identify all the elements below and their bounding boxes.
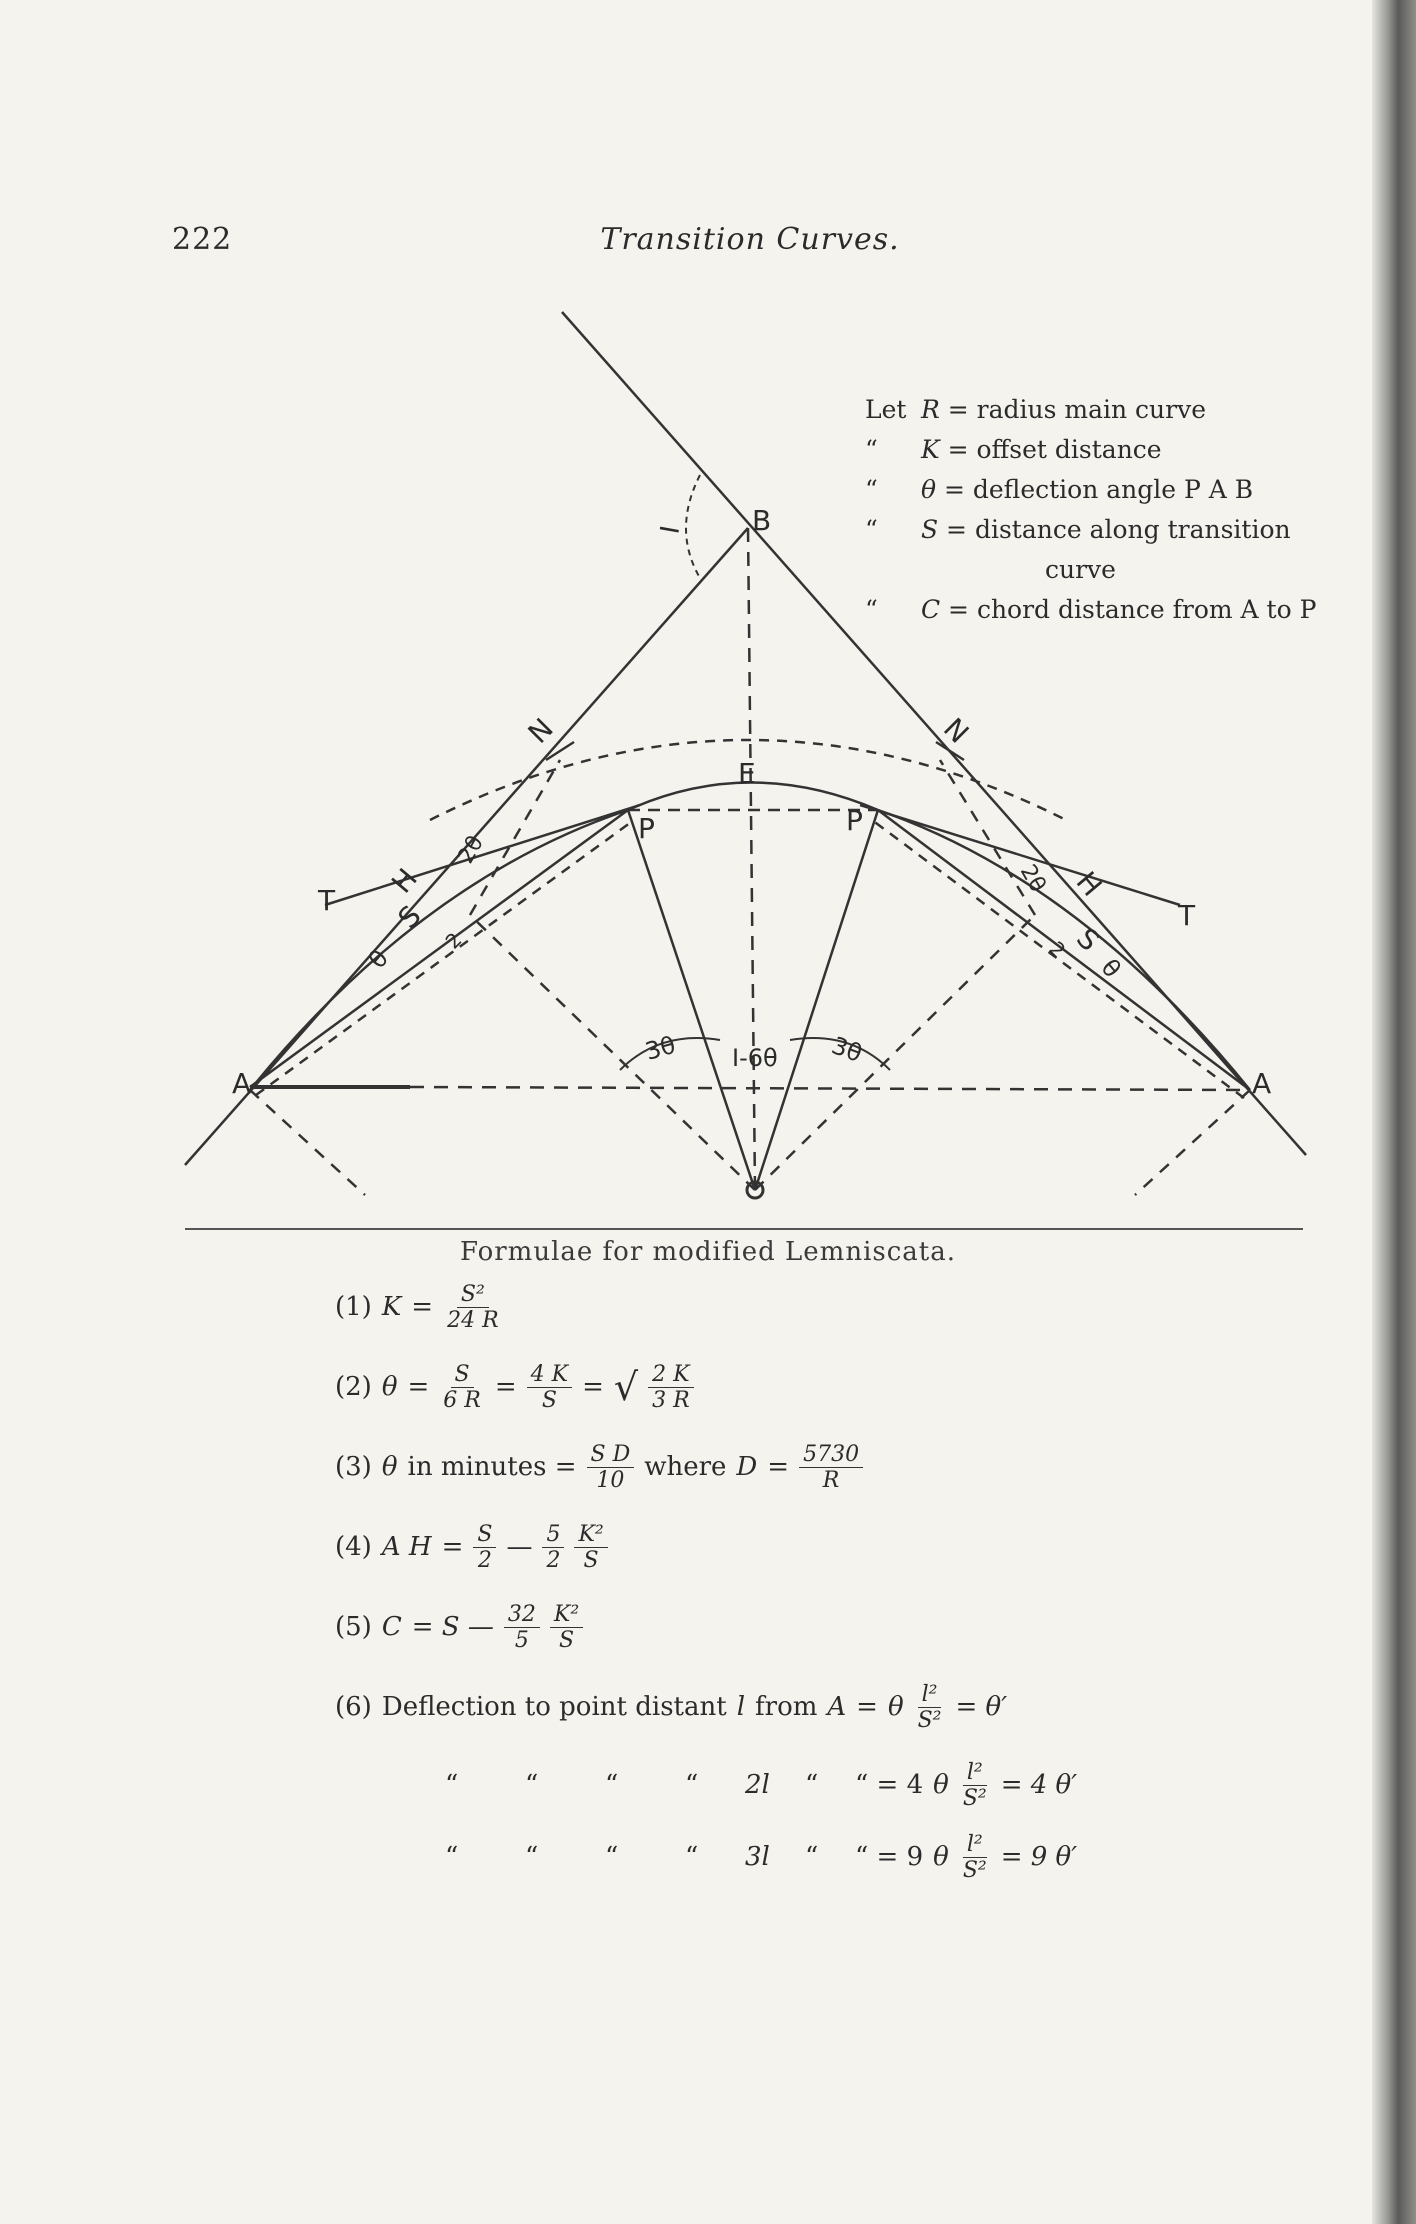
chord-a-p-left [250, 810, 628, 1087]
horizontal-rule [185, 1228, 1303, 1230]
fraction [504, 1602, 540, 1654]
formula-lhs: θ [381, 1372, 398, 1403]
label-e: E [738, 757, 756, 790]
legend [865, 390, 1316, 630]
radius-o-right-dashed [755, 915, 1035, 1190]
fraction [550, 1602, 583, 1654]
label-t-left: T [318, 884, 336, 917]
denominator: 24 R [447, 1308, 499, 1334]
formula-variable: θ [933, 1842, 949, 1873]
formula-8 [445, 1832, 1077, 1884]
equals-sign: = [407, 1372, 430, 1403]
denominator: 3 R [652, 1388, 690, 1414]
ditto-mark: “ [605, 1842, 619, 1873]
angle-i-arc [686, 475, 700, 578]
formula-2 [335, 1362, 694, 1414]
denominator: S² [962, 1858, 987, 1884]
legend-symbol: C [920, 595, 941, 624]
legend-row [865, 390, 1316, 430]
legend-prefix: “ [865, 595, 878, 624]
label-p-left: P [638, 812, 655, 845]
formula-result: = 9 θ′ [1000, 1842, 1078, 1873]
numerator: 5 [542, 1522, 564, 1548]
fraction [648, 1362, 694, 1414]
fraction [587, 1442, 635, 1494]
legend-row [865, 430, 1316, 470]
perp-a-right [1135, 1090, 1250, 1195]
denominator: 5 [514, 1628, 529, 1654]
formula-variable: D [736, 1452, 758, 1483]
equals-sign: = [582, 1372, 604, 1403]
equals-sign: = [494, 1372, 517, 1403]
numerator: S² [457, 1282, 489, 1308]
label-3theta-right: 3θ [827, 1031, 866, 1068]
legend-row-continuation [865, 550, 1316, 590]
formula-text: where [644, 1452, 727, 1483]
formula-5 [335, 1602, 583, 1654]
ditto-mark: “ [525, 1842, 539, 1873]
formula-4 [335, 1522, 608, 1574]
label-a-left: A [232, 1067, 252, 1100]
fraction [574, 1522, 607, 1574]
legend-prefix: “ [865, 515, 878, 544]
label-o: O [745, 1208, 746, 1209]
legend-symbol: θ [920, 475, 937, 504]
legend-text: = chord distance from A to P [948, 595, 1317, 624]
formula-text: from [755, 1692, 818, 1723]
radius-o-left-dashed [470, 915, 755, 1190]
legend-text: = deflection angle P A B [943, 475, 1254, 504]
equals-sign: = [441, 1532, 464, 1563]
legend-prefix: Let [865, 395, 907, 424]
numerator: S [451, 1362, 474, 1388]
label-t-right: T [1178, 899, 1196, 932]
label-i-minus-6theta: I-6θ [732, 1044, 778, 1072]
fraction [914, 1682, 946, 1734]
legend-prefix: “ [865, 435, 878, 464]
formula-variable: 2l [745, 1770, 770, 1801]
formula-1 [335, 1282, 503, 1334]
label-h-left: H [385, 862, 424, 900]
equals-sign: = [411, 1292, 434, 1323]
formula-label: (3) [335, 1452, 372, 1483]
numerator: 32 [504, 1602, 540, 1628]
legend-text: = radius main curve [947, 395, 1206, 424]
denominator: 6 R [443, 1388, 481, 1414]
fraction [527, 1362, 572, 1414]
formula-variable: l [736, 1692, 746, 1723]
ditto-mark: “ [685, 1842, 699, 1873]
ditto-mark: “ [605, 1770, 619, 1801]
formula-text: “ = 9 [855, 1842, 924, 1873]
formula-variable: θ [887, 1692, 904, 1723]
denominator: S² [917, 1708, 942, 1734]
line-a-a-dashed [410, 1087, 1250, 1090]
label-h-right: H [1069, 865, 1109, 903]
fraction [959, 1760, 991, 1812]
sqrt-symbol: √ [613, 1365, 639, 1409]
formula-text: in minutes = [407, 1452, 577, 1483]
label-two-theta-right: 2θ [1014, 860, 1051, 897]
formula-label: (1) [335, 1292, 372, 1323]
label-b: B [752, 504, 772, 537]
label-2-right: 2 [1044, 936, 1071, 963]
ditto-mark: “ [445, 1770, 459, 1801]
denominator: R [822, 1468, 840, 1494]
label-theta-right: θ [1095, 953, 1127, 984]
numerator: l² [963, 1760, 987, 1786]
formula-text: Deflection to point distant [381, 1692, 727, 1723]
legend-prefix: “ [865, 475, 878, 504]
formula-lhs: θ [381, 1452, 398, 1483]
running-title: Transition Curves. [600, 222, 900, 257]
formula-lhs: K [381, 1292, 402, 1323]
label-two-theta-left: 2θ [453, 831, 489, 868]
numerator: 2 K [648, 1362, 693, 1388]
formula-variable: 3l [745, 1842, 770, 1873]
denominator: S² [962, 1786, 987, 1812]
numerator: S [473, 1522, 496, 1548]
numerator: l² [918, 1682, 942, 1708]
denominator: 2 [477, 1548, 492, 1574]
fraction [959, 1832, 991, 1884]
fraction [473, 1522, 496, 1574]
ditto-mark: “ [445, 1842, 459, 1873]
label-s-left: S [391, 899, 428, 935]
ditto-mark: “ [805, 1842, 819, 1873]
formula-lhs: C [381, 1612, 402, 1643]
label-p-right: P [846, 804, 863, 837]
label-2-left: 2 [440, 927, 467, 954]
formula-7 [445, 1760, 1077, 1812]
denominator: 10 [596, 1468, 625, 1494]
legend-row [865, 470, 1316, 510]
formula-3 [335, 1442, 863, 1494]
fraction [542, 1522, 564, 1574]
denominator: S [583, 1548, 599, 1574]
legend-symbol: K [920, 435, 940, 464]
label-n-left: N [521, 711, 560, 750]
ditto-mark: “ [805, 1770, 819, 1801]
formula-label: (6) [335, 1692, 372, 1723]
ditto-mark: “ [685, 1770, 699, 1801]
numerator: K² [550, 1602, 583, 1628]
formula-text: = S — [411, 1612, 494, 1643]
numerator: l² [963, 1832, 987, 1858]
label-s-right: S [1070, 921, 1106, 958]
denominator: S [541, 1388, 557, 1414]
formulae-caption: Formulae for modified Lemniscata. [459, 1237, 957, 1267]
formula-variable: A [827, 1692, 847, 1723]
formula-6 [335, 1682, 1007, 1734]
formula-text: “ = 4 [855, 1770, 924, 1801]
numerator: 5730 [799, 1442, 863, 1468]
formula-label: (2) [335, 1372, 372, 1403]
label-i-top: I [655, 523, 687, 537]
line-b-o [748, 528, 755, 1190]
legend-text: = distance along transition [946, 515, 1291, 544]
fraction [443, 1282, 503, 1334]
legend-symbol: R [920, 395, 940, 424]
radius-o-p-right [755, 810, 878, 1190]
denominator: 2 [546, 1548, 561, 1574]
label-n-right: N [937, 711, 976, 750]
minus-sign: — [506, 1532, 533, 1563]
perp-a-left [250, 1090, 365, 1195]
label-theta-left: θ [363, 944, 395, 974]
chord-a-p-left-dashed [256, 820, 634, 1095]
formula-result: = θ′ [955, 1692, 1008, 1723]
formula-label: (5) [335, 1612, 372, 1643]
formula-variable: θ [933, 1770, 949, 1801]
fraction [439, 1362, 485, 1414]
equals-sign: = [767, 1452, 790, 1483]
legend-row [865, 510, 1316, 550]
legend-text: = offset distance [947, 435, 1162, 464]
formula-result: = 4 θ′ [1000, 1770, 1078, 1801]
equals-sign: = [856, 1692, 878, 1723]
legend-row [865, 590, 1316, 630]
legend-text: curve [1045, 555, 1116, 584]
page-number: 222 [172, 222, 233, 257]
formula-label: (4) [335, 1532, 372, 1563]
fraction [799, 1442, 863, 1494]
numerator: S D [587, 1442, 635, 1468]
numerator: 4 K [527, 1362, 572, 1388]
chord-a-p-right-dashed [872, 820, 1244, 1098]
numerator: K² [574, 1522, 607, 1548]
label-a-right: A [1252, 1067, 1272, 1100]
denominator: S [558, 1628, 575, 1654]
ditto-mark: “ [525, 1770, 539, 1801]
legend-symbol: S [920, 515, 939, 544]
label-3theta-left: 3θ [642, 1030, 679, 1066]
radius-o-p-left [628, 810, 755, 1190]
formula-lhs: A H [381, 1532, 432, 1563]
